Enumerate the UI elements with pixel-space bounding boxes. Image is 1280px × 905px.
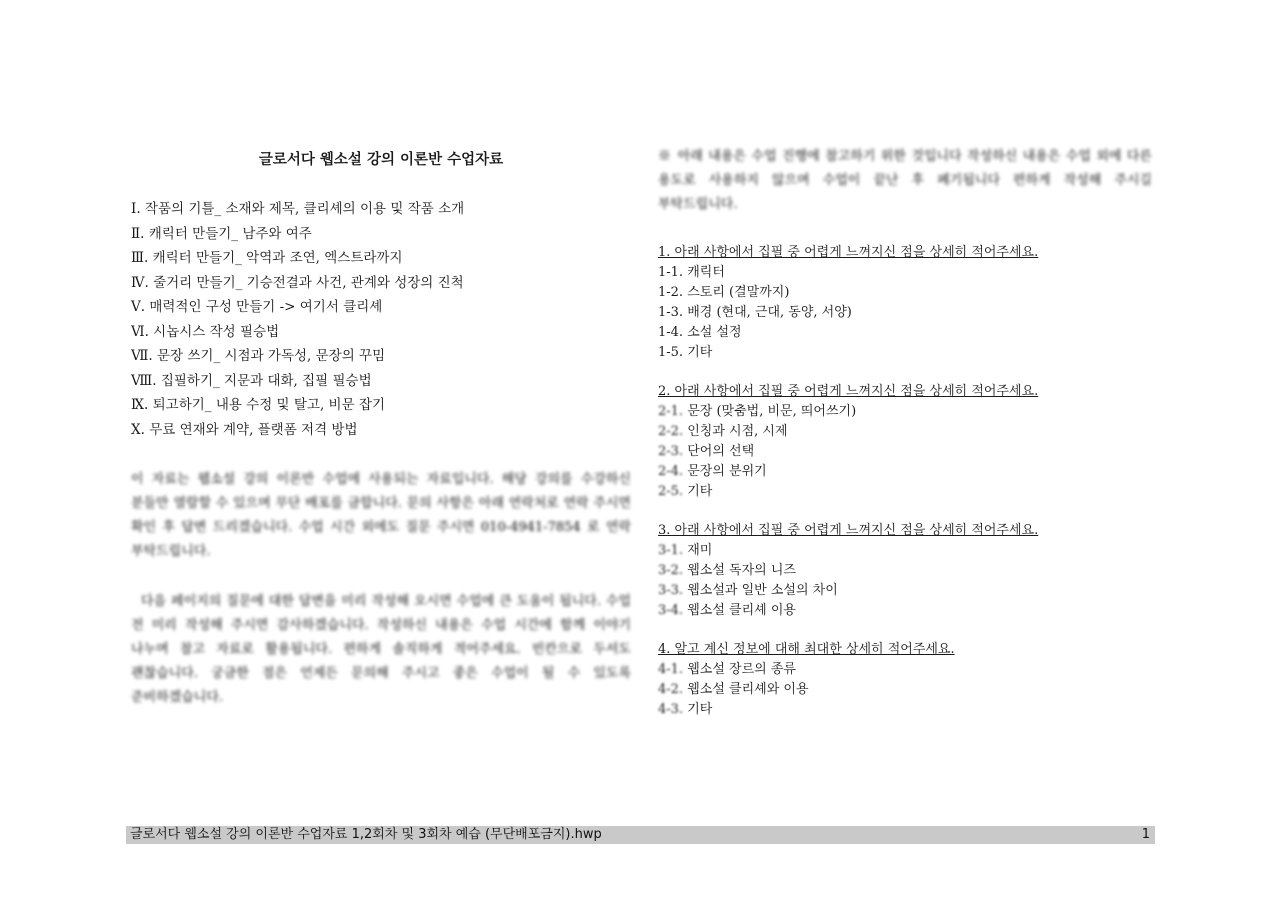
question-section-1 <box>658 243 1158 363</box>
toc-item-3: Ⅲ. 캐릭터 만들기_ 악역과 조연, 엑스트라까지 <box>131 250 403 266</box>
question-heading: 3. 아래 사항에서 집필 중 어렵게 느껴지신 점을 상세히 적어주세요. <box>658 523 1039 538</box>
question-item: 1-2. 스토리 (결말까지) <box>658 285 790 300</box>
question-section-2 <box>658 382 1158 502</box>
toc-item-10: Ⅹ. 무료 연재와 계약, 플랫폼 저격 방법 <box>131 421 358 438</box>
question-item: 3-4. 웹소설 클리셰 이용 <box>658 603 796 618</box>
question-item: 3-3. 웹소설과 일반 소설의 차이 <box>658 583 838 598</box>
question-section-3 <box>658 521 1158 621</box>
page-number: 1 <box>1141 827 1150 842</box>
toc-item-8: Ⅷ. 집필하기_ 지문과 대화, 집필 필승법 <box>131 372 372 389</box>
question-item: 1-4. 소설 설정 <box>658 325 742 340</box>
question-section-4 <box>658 640 1158 720</box>
right-column <box>658 145 1158 739</box>
question-item: 2-4. 문장의 분위기 <box>658 464 767 479</box>
question-item: 4-2. 웹소설 클리셰와 이용 <box>658 682 809 697</box>
toc-item-1: Ⅰ. 작품의 기틀_ 소재와 제목, 클리셰의 이용 및 작품 소개 <box>131 201 465 217</box>
blurred-paragraph-2: 다음 페이지의 질문에 대한 답변을 미리 작성해 오시면 수업에 큰 도움이 됩니다. 수업 전 미리 작성해 주시면 감사하겠습니다. 작성하신 내용은 수업 시간에 함께 이야기 나누며 참고 자료로 활용됩니다. 편하게 솔직하게 적어주세요. 빈칸으로 두셔도 괜찮습니다. 궁금한 점은 언제든 문의해 주시고 좋은 수업이 될 수 있도록 준비하겠습니다. <box>131 594 631 705</box>
question-item: 1-5. 기타 <box>658 345 713 360</box>
question-item: 4-3. 기타 <box>658 702 713 717</box>
question-item: 3-1. 재미 <box>658 543 713 558</box>
toc-item-4: Ⅳ. 줄거리 만들기_ 기승전결과 사건, 관계와 성장의 진척 <box>131 274 464 291</box>
question-item: 4-1. 웹소설 장르의 종류 <box>658 662 796 677</box>
question-heading: 4. 알고 계신 정보에 대해 최대한 상세히 적어주세요. <box>658 642 955 657</box>
question-item: 3-2. 웹소설 독자의 니즈 <box>658 563 796 578</box>
blurred-paragraph-3: ※ 아래 내용은 수업 진행에 참고하기 위한 것입니다 작성하신 내용은 수업 외에 다른 용도로 사용하지 않으며 수업이 끝난 후 폐기됩니다 편하게 작성해 주시길 부탁드립니다. <box>658 149 1152 212</box>
question-heading: 1. 아래 사항에서 집필 중 어렵게 느껴지신 점을 상세히 적어주세요. <box>658 245 1039 260</box>
footer-filename: 글로서다 웹소설 강의 이론반 수업자료 1,2회차 및 3회차 예습 (무단배포금지).hwp <box>130 827 602 842</box>
blurred-paragraph-1: 이 자료는 웹소설 강의 이론반 수업에 사용되는 자료입니다. 해당 강의를 수강하신 분들만 열람할 수 있으며 무단 배포를 금합니다. 문의 사항은 아래 연락처로 연락 주시면 확인 후 답변 드리겠습니다. 수업 시간 외에도 질문 주시면 010-4941-7854 로 연락 부탁드립니다. <box>131 472 631 559</box>
footer-bar <box>126 826 1155 844</box>
question-item: 2-5. 기타 <box>658 484 713 499</box>
toc-item-5: Ⅴ. 매력적인 구성 만들기 -> 여기서 클리셰 <box>131 299 383 315</box>
left-column <box>131 148 631 710</box>
question-heading: 2. 아래 사항에서 집필 중 어렵게 느껴지신 점을 상세히 적어주세요. <box>658 384 1039 399</box>
question-item: 1-3. 배경 (현대, 근대, 동양, 서양) <box>658 305 852 320</box>
question-item: 2-3. 단어의 선택 <box>658 444 755 459</box>
document-title: 글로서다 웹소설 강의 이론반 수업자료 <box>258 152 504 168</box>
question-item: 1-1. 캐릭터 <box>658 265 725 280</box>
toc-item-2: Ⅱ. 캐릭터 만들기_ 남주와 여주 <box>131 225 312 242</box>
question-item: 2-2. 인칭과 시점, 시제 <box>658 424 788 439</box>
question-item: 2-1. 문장 (맞춤법, 비문, 띄어쓰기) <box>658 404 857 419</box>
toc-item-6: Ⅵ. 시놉시스 작성 필승법 <box>131 323 280 340</box>
toc-item-9: Ⅸ. 퇴고하기_ 내용 수정 및 탈고, 비문 잡기 <box>131 397 386 413</box>
table-of-contents <box>131 197 631 442</box>
toc-item-7: Ⅶ. 문장 쓰기_ 시점과 가독성, 문장의 꾸밈 <box>131 348 386 364</box>
